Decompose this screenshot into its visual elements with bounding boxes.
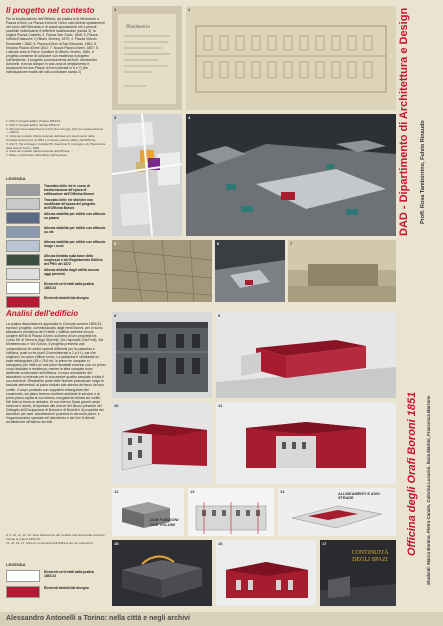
image-16-render-view	[216, 540, 316, 606]
legend-label: Altezza stabilita per edifici con affaccio lungo i corsi	[44, 240, 106, 248]
image-5-historic-map	[112, 240, 212, 302]
image-13-alignments-diagram	[188, 488, 274, 536]
image-number: 11	[218, 403, 223, 408]
legend-label: Elementi dedotti dal disegno	[44, 586, 89, 590]
image-number: 10	[114, 403, 119, 408]
legend-item	[6, 184, 106, 196]
legend-swatch	[6, 570, 40, 582]
footer-text: Alessandro Antonelli a Torino: nella città e negli archivi	[6, 615, 190, 622]
legend-label: Tracciato delle vie storiche non modificate all'epoca del progetto dell'Officina Boroni	[44, 198, 96, 210]
image-number: 2	[188, 7, 191, 12]
legend-label: Altezza dedotta dagli edifici ancora oggi presenti	[44, 268, 99, 276]
image-7-historic-photo	[288, 240, 396, 302]
legend-swatch	[6, 296, 40, 308]
legend-item	[6, 212, 106, 224]
historic-map-sketch	[112, 240, 212, 302]
project-title: Officina degli Orafi Boroni 1851	[406, 392, 418, 557]
image-number: 13	[190, 489, 195, 494]
elevation-sketch	[186, 6, 396, 110]
section2-notes: 8, 9, 10, 11, 12, 13. Viste dell'esterno del modello tridimensionale costruito tramite la pratica 1851/13. 14, 15, 16, 17. Schemi compositivi dell'Officina per usi volumetrici.	[6, 533, 105, 545]
section1-title: Il progetto nel contesto	[6, 6, 95, 15]
legend-swatch	[6, 586, 40, 598]
legend-swatch	[6, 184, 40, 196]
legend-label: Tracciato delle vie in corso di trasformazione all'epoca di edificazione dell'Officina Boroni	[44, 184, 95, 196]
legend2-item	[6, 586, 106, 598]
image-9-volumetric-render	[216, 312, 396, 398]
legend-label: Altezza stabilita per edifici con affaccio su via	[44, 226, 106, 234]
image-number: 1	[114, 7, 117, 12]
render-16-sketch	[216, 540, 316, 606]
3d-model-sketch	[186, 114, 396, 236]
label-continuita: CONTINUITÀ DEGLI SPAZI	[351, 550, 389, 563]
image-4-3d-city-model	[186, 114, 396, 236]
image-number: 15	[114, 541, 119, 546]
image-10-render-view	[112, 402, 212, 484]
image-number: 12	[114, 489, 119, 494]
volumetric-sketch	[216, 312, 396, 398]
legend-swatch	[6, 226, 40, 238]
students: Studenti: Marco Bonino, Pietro Canale, Caterina Lucarini, Ilaria Martini, Francesca Marrone	[426, 396, 431, 586]
legend-swatch	[6, 282, 40, 294]
image-number: 4	[188, 115, 191, 120]
image-15-section-view	[112, 540, 212, 606]
label-allineamenti: ALLINEAMENTI E ASSI STRADE	[338, 492, 380, 501]
document-sketch	[112, 6, 182, 110]
legend-item	[6, 198, 106, 210]
render-11-sketch	[216, 402, 396, 484]
image-3-gis-map	[112, 114, 182, 236]
legend-label: Altezza stabilita per edifici con affaccio su piazza	[44, 212, 106, 220]
legend-swatch	[6, 198, 40, 210]
image-number: 5	[114, 241, 117, 246]
image-number: 8	[114, 313, 117, 318]
professors: Proff. Rosa Tamborrino, Fulvio Rinaudo	[420, 120, 426, 224]
footer-bar	[0, 612, 443, 626]
image-6-3d-model-detail	[215, 240, 285, 302]
department-title: DAD - Dipartimento di Architettura e Design	[398, 8, 410, 237]
legend2-item	[6, 570, 106, 582]
label-due-funzioni: DUE FUNZIONI DUE VOLUMI	[150, 517, 179, 527]
image-12-volumes-diagram	[112, 488, 184, 536]
image-number: 14	[280, 489, 285, 494]
legend-title: LEGENDA	[6, 176, 26, 181]
image-number: 3	[114, 115, 117, 120]
image-2-elevation-drawing	[186, 6, 396, 110]
image-1-archive-document	[112, 6, 182, 110]
section1-notes: 1. ASCT, Progetti Edilizi, Pratica 1851/13. 2. ASCT, Progetti Edilizi, Tavola 1851/13. 3. Ricostruzione della Piazza d'Armi fino ad oggi, GIS con evidenziazione ... edificio. 4. Vista del modello tridimensionale dell'area con inserimento della simulata costruzione di 1851 e rimanere piazza edificio dell'Officina. 5. ASCT, Tipi e Disegni, Cartella 59, Fascicolo 6, Immagine 10, Planimetria della città di Torino, 1840. 6. Vista del modello tridimensionale dell'Officina ... . 7. Bilder e particolare dell'edificio dell'ingresso.	[6, 119, 106, 158]
image-14-plan-diagram	[278, 488, 396, 536]
legend-swatch	[6, 212, 40, 224]
legend2-title: LEGENDA	[6, 562, 26, 567]
doc-heading: Planimetria	[126, 25, 150, 30]
section-sketch	[112, 540, 212, 606]
legend-item	[6, 226, 106, 238]
render-10-sketch	[112, 402, 212, 484]
legend-label: Elementi certi tratti dalla pratica 1851/13	[44, 570, 95, 578]
image-number: 6	[217, 241, 220, 246]
legend-item	[6, 296, 106, 308]
historic-photo-sketch	[288, 240, 396, 302]
legend-item	[6, 254, 106, 266]
image-number: 16	[218, 541, 223, 546]
legend-item	[6, 282, 106, 294]
image-number: 7	[290, 241, 293, 246]
legend-item	[6, 268, 106, 280]
legend-swatch	[6, 240, 40, 252]
3d-detail-sketch	[215, 240, 285, 302]
section2-body: La pratica depositata ed approvata in Comune numero 1851/13, riporta il progetto, commissionato dagli eredi Boroni, per il nuovo laboratorio-residenza dei Fratelli. L'edificio sarebbe dovuto sorgere all'Est di Piazza d'Armi, sull'area di loro proprietà tra Corso Re di Genova (Ugo Sforzini), Via Ospedale (Via Porli), Via Montenevoso e Via Govolo. Il progetto presenta una composizione di volumi speciali differenti per la palazzina e l'officina, posti su tre piani (3 seminterrato e 2 p.f.t.), ma che originano un corpo edilizio unico. La palazzina è strutturata su base rettangolare (35 x 29,6 m): le prime tre campate si sviluppano per intero su due piani riscaldati creando così un primo corpo dedicato a residenza, mentre le altre campate sono destinate ai laboratori dell'officina. Il corpo retrostante del laboratorio si estende per le successive quattro campate a tutta il suo anteriore. Rimanente parte delle finestre posizionate lungo le facciate perimetrali, al piano rialzato tale altezza del terzo del suo cortile. Il corpo porticato con soppalchi rettangolare ben conservato, sul piano terreno contiene ambienti di servizio e al primo piano ospita al suo interno una galleria vetrata sul cortile. Nel tetto si trova un abbaino. Al suo interno Spazi grandi, ampi, luminosi e arredi, di riportare alle riserve del lavoro presente nel Dettaglio dell'Ocupazione di Borioni e di Bonetti e di proprietà dei lavoratori per aver. Ascoltando le posizioni in secondo piano, e l'organizzazione speciale del laboratorio e dei loro 8 rilevati architettonici all'interno dei lotti.	[6, 322, 106, 425]
image-number: 17	[322, 541, 327, 546]
legend-label: Altezza limitata sulla base della lunghezza e del Regolamento Edilizio del PRG del 1872	[44, 254, 103, 266]
section2-title: Analisi dell'edificio	[6, 309, 79, 318]
alignments-sketch	[188, 488, 274, 536]
image-8-facade-render	[112, 312, 212, 398]
legend-swatch	[6, 254, 40, 266]
facade-sketch	[112, 312, 212, 398]
legend-item	[6, 240, 106, 252]
image-number: 9	[218, 313, 221, 318]
image-17-continuity-panel	[320, 540, 396, 606]
image-11-render-view	[216, 402, 396, 484]
legend-label: Elementi certi tratti dalla pratica 1851/13	[44, 282, 95, 290]
volumes-sketch	[112, 488, 184, 536]
legend-swatch	[6, 268, 40, 280]
section1-body: Per la localizzazione dell'Officina, da pratica si fa riferimento a Piazza d'Armi. La Piazza d'armi di Torino subì diversi spostamenti nel corso dell'Ottocento e di questi spostamenti nel 4 periodi possibile individuarne 8 differenti localizzazioni (tavola 3): la origina Piazza Castello; 2. Piazza San Carlo, 1846; 3. Piazza Vittorio Emanuele I (Vittorio Veneto), 1879; 4. Piazza Vittorio Emanuele I 1862; 5. Piazza d'Armi di San Secondo, 1851; 6. Vecchia Piazza d'Armi 1842; 7. Nuova Piazza d'armi, 1857; 8. L'attuale area di Parco Cavalieri di Vittorio Veneto, 1884. Il progetto consente di collocare con esattezza il progetto sull'ambiente. Il progetto cominciamento all'Arch. Alessandro Antonelli, si trova dunque in una zona di ampliamento e transizione tra due Piazze d'Armi (ubicate in 6 e 7) (fra individuazione esatta del lotto consultare tavola 2)	[6, 17, 105, 75]
legend-label: Elementi dedotti dal disegno	[44, 296, 89, 300]
gis-map-sketch	[112, 114, 182, 236]
